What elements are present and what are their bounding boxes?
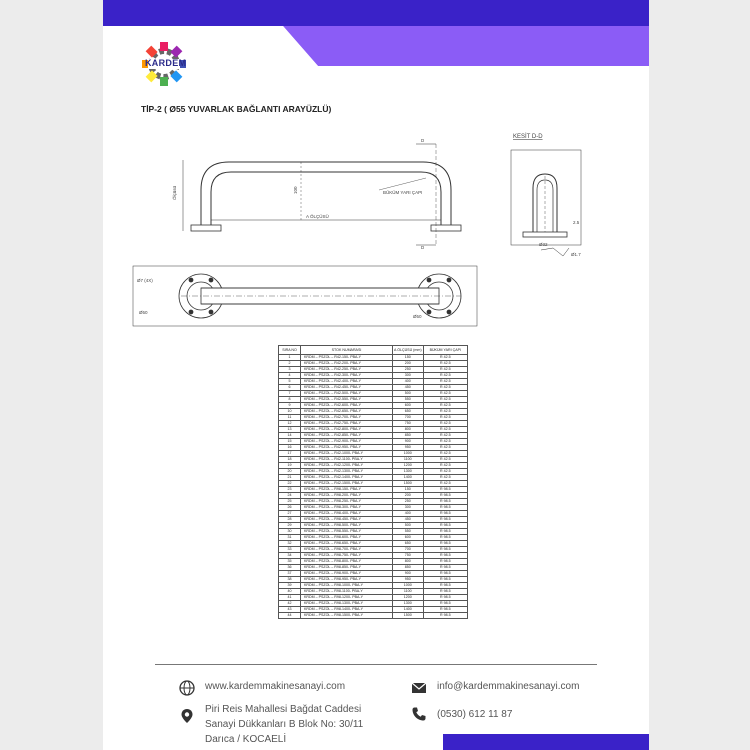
cell-no: 30 bbox=[279, 529, 301, 535]
cell-no: 41 bbox=[279, 595, 301, 601]
stock-table-container bbox=[278, 345, 468, 619]
cell-a-dimension: 1500 bbox=[393, 481, 424, 487]
cell-no: 15 bbox=[279, 439, 301, 445]
cell-stock-number: KRDM – PSZOL – R42-200- PBA-Y bbox=[301, 361, 393, 367]
stock-table bbox=[278, 345, 468, 619]
cell-bend-radius: R 98.5 bbox=[423, 523, 467, 529]
cell-a-dimension: 1400 bbox=[393, 475, 424, 481]
section-mark-top: D bbox=[421, 138, 425, 143]
cell-a-dimension: 550 bbox=[393, 397, 424, 403]
cell-stock-number: KRDM – PSZOL – R98-150- PBA-Y bbox=[301, 487, 393, 493]
header-band bbox=[103, 0, 649, 26]
cell-a-dimension: 900 bbox=[393, 571, 424, 577]
cell-stock-number: KRDM – PSZOL – R42-650- PBA-Y bbox=[301, 409, 393, 415]
cell-a-dimension: 450 bbox=[393, 385, 424, 391]
cell-bend-radius: R 98.5 bbox=[423, 583, 467, 589]
cell-stock-number: KRDM – PSZOL – R98-400- PBA-Y bbox=[301, 511, 393, 517]
cell-a-dimension: 500 bbox=[393, 391, 424, 397]
cell-no: 26 bbox=[279, 505, 301, 511]
cell-a-dimension: 400 bbox=[393, 379, 424, 385]
cell-stock-number: KRDM – PSZOL – R98-1100- PBA-Y bbox=[301, 589, 393, 595]
globe-icon bbox=[179, 680, 195, 696]
cell-no: 5 bbox=[279, 379, 301, 385]
cell-no: 21 bbox=[279, 475, 301, 481]
cell-a-dimension: 1200 bbox=[393, 463, 424, 469]
datasheet-page bbox=[103, 0, 649, 750]
section-title: KESİT D-D bbox=[513, 134, 543, 140]
cell-no: 29 bbox=[279, 523, 301, 529]
cell-bend-radius: R 42.5 bbox=[423, 427, 467, 433]
cell-stock-number: KRDM – PSZOL – R42-1400- PBA-Y bbox=[301, 475, 393, 481]
cell-bend-radius: R 98.5 bbox=[423, 601, 467, 607]
cell-no: 22 bbox=[279, 481, 301, 487]
dim-weld: Ø1.7 bbox=[571, 252, 581, 257]
cell-a-dimension: 850 bbox=[393, 565, 424, 571]
cell-a-dimension: 1000 bbox=[393, 583, 424, 589]
cell-a-dimension: 800 bbox=[393, 427, 424, 433]
envelope-icon bbox=[411, 680, 427, 696]
address-line-1: Piri Reis Mahallesi Bağdat Caddesi bbox=[205, 704, 362, 715]
dim-flange-right: Ø50 bbox=[413, 314, 422, 319]
cell-stock-number: KRDM – PSZOL – R98-1300- PBA-Y bbox=[301, 601, 393, 607]
cell-stock-number: KRDM – PSZOL – R42-400- PBA-Y bbox=[301, 379, 393, 385]
cell-a-dimension: 950 bbox=[393, 577, 424, 583]
cell-stock-number: KRDM – PSZOL – R42-750- PBA-Y bbox=[301, 421, 393, 427]
cell-no: 44 bbox=[279, 613, 301, 619]
cell-stock-number: KRDM – PSZOL – R98-900- PBA-Y bbox=[301, 571, 393, 577]
cell-stock-number: KRDM – PSZOL – R42-550- PBA-Y bbox=[301, 397, 393, 403]
col-header-a: A ÖLÇÜSÜ (mm) bbox=[393, 346, 424, 355]
cell-stock-number: KRDM – PSZOL – R98-850- PBA-Y bbox=[301, 565, 393, 571]
cell-a-dimension: 150 bbox=[393, 487, 424, 493]
cell-bend-radius: R 42.5 bbox=[423, 481, 467, 487]
cell-bend-radius: R 42.5 bbox=[423, 397, 467, 403]
col-header-radius: BÜKÜM YARI ÇAPI bbox=[423, 346, 467, 355]
cell-stock-number: KRDM – PSZOL – R42-600- PBA-Y bbox=[301, 403, 393, 409]
cell-stock-number: KRDM – PSZOL – R98-300- PBA-Y bbox=[301, 505, 393, 511]
cell-no: 34 bbox=[279, 553, 301, 559]
cell-no: 12 bbox=[279, 421, 301, 427]
cell-a-dimension: 1100 bbox=[393, 589, 424, 595]
phone-icon bbox=[411, 706, 427, 722]
dim-flange: Ø50 bbox=[139, 310, 148, 315]
cell-a-dimension: 250 bbox=[393, 367, 424, 373]
cell-no: 13 bbox=[279, 427, 301, 433]
height-dimension-label: Ölçüsü bbox=[172, 185, 177, 200]
cell-stock-number: KRDM – PSZOL – R42-500- PBA-Y bbox=[301, 391, 393, 397]
dim-thickness: 2.5 bbox=[573, 220, 580, 225]
cell-a-dimension: 650 bbox=[393, 409, 424, 415]
cell-a-dimension: 600 bbox=[393, 535, 424, 541]
cell-a-dimension: 1300 bbox=[393, 601, 424, 607]
cell-a-dimension: 750 bbox=[393, 553, 424, 559]
cell-no: 14 bbox=[279, 433, 301, 439]
bend-radius-label: BÜKÜM YARI ÇAPI bbox=[383, 190, 423, 195]
cell-bend-radius: R 98.5 bbox=[423, 607, 467, 613]
cell-no: 11 bbox=[279, 415, 301, 421]
cell-a-dimension: 1300 bbox=[393, 469, 424, 475]
cell-stock-number: KRDM – PSZOL – R98-1500- PBA-Y bbox=[301, 613, 393, 619]
cell-bend-radius: R 98.5 bbox=[423, 487, 467, 493]
cell-a-dimension: 1000 bbox=[393, 451, 424, 457]
cell-bend-radius: R 98.5 bbox=[423, 517, 467, 523]
address-line-3: Darıca / KOCAELİ bbox=[205, 734, 287, 745]
cell-bend-radius: R 98.5 bbox=[423, 553, 467, 559]
cell-stock-number: KRDM – PSZOL – R98-800- PBA-Y bbox=[301, 559, 393, 565]
cell-a-dimension: 450 bbox=[393, 517, 424, 523]
cell-stock-number: KRDM – PSZOL – R98-500- PBA-Y bbox=[301, 523, 393, 529]
page-title: TİP-2 ( Ø55 YUVARLAK BAĞLANTI ARAYÜZLÜ) bbox=[141, 104, 332, 114]
cell-bend-radius: R 98.5 bbox=[423, 535, 467, 541]
cell-bend-radius: R 42.5 bbox=[423, 421, 467, 427]
cell-bend-radius: R 42.5 bbox=[423, 367, 467, 373]
cell-bend-radius: R 42.5 bbox=[423, 469, 467, 475]
cell-bend-radius: R 42.5 bbox=[423, 361, 467, 367]
cell-stock-number: KRDM – PSZOL – R42-950- PBA-Y bbox=[301, 445, 393, 451]
cell-no: 31 bbox=[279, 535, 301, 541]
cell-bend-radius: R 42.5 bbox=[423, 373, 467, 379]
cell-no: 36 bbox=[279, 565, 301, 571]
cell-no: 40 bbox=[279, 589, 301, 595]
cell-stock-number: KRDM – PSZOL – R42-1300- PBA-Y bbox=[301, 469, 393, 475]
email-link[interactable]: info@kardemmakinesanayi.com bbox=[437, 681, 580, 692]
cell-no: 27 bbox=[279, 511, 301, 517]
technical-drawing bbox=[121, 120, 641, 340]
cell-no: 8 bbox=[279, 397, 301, 403]
cell-bend-radius: R 98.5 bbox=[423, 613, 467, 619]
col-header-no: SIRA NO bbox=[279, 346, 301, 355]
cell-no: 23 bbox=[279, 487, 301, 493]
cell-stock-number: KRDM – PSZOL – R98-950- PBA-Y bbox=[301, 577, 393, 583]
cell-stock-number: KRDM – PSZOL – R98-1200- PBA-Y bbox=[301, 595, 393, 601]
cell-a-dimension: 700 bbox=[393, 547, 424, 553]
cell-no: 4 bbox=[279, 373, 301, 379]
cell-stock-number: KRDM – PSZOL – R42-300- PBA-Y bbox=[301, 373, 393, 379]
dim-holes: Ø7 (4X) bbox=[137, 278, 153, 283]
inner-height-label: 100 bbox=[293, 186, 298, 194]
cell-stock-number: KRDM – PSZOL – R98-250- PBA-Y bbox=[301, 499, 393, 505]
cell-stock-number: KRDM – PSZOL – R98-650- PBA-Y bbox=[301, 541, 393, 547]
cell-no: 33 bbox=[279, 547, 301, 553]
cell-no: 37 bbox=[279, 571, 301, 577]
cell-stock-number: KRDM – PSZOL – R42-1500- PBA-Y bbox=[301, 481, 393, 487]
cell-a-dimension: 550 bbox=[393, 529, 424, 535]
cell-a-dimension: 650 bbox=[393, 541, 424, 547]
cell-no: 20 bbox=[279, 469, 301, 475]
cell-bend-radius: R 42.5 bbox=[423, 409, 467, 415]
cell-bend-radius: R 98.5 bbox=[423, 493, 467, 499]
cell-stock-number: KRDM – PSZOL – R42-1000- PBA-Y bbox=[301, 451, 393, 457]
cell-no: 7 bbox=[279, 391, 301, 397]
cell-a-dimension: 400 bbox=[393, 511, 424, 517]
cell-stock-number: KRDM – PSZOL – R42-800- PBA-Y bbox=[301, 427, 393, 433]
cell-no: 18 bbox=[279, 457, 301, 463]
cell-stock-number: KRDM – PSZOL – R98-600- PBA-Y bbox=[301, 535, 393, 541]
cell-bend-radius: R 42.5 bbox=[423, 433, 467, 439]
cell-bend-radius: R 42.5 bbox=[423, 355, 467, 361]
table-row bbox=[279, 613, 468, 619]
cell-a-dimension: 750 bbox=[393, 421, 424, 427]
cell-bend-radius: R 42.5 bbox=[423, 379, 467, 385]
cell-no: 43 bbox=[279, 607, 301, 613]
cell-stock-number: KRDM – PSZOL – R42-700- PBA-Y bbox=[301, 415, 393, 421]
cell-no: 24 bbox=[279, 493, 301, 499]
website-link[interactable]: www.kardemmakinesanayi.com bbox=[205, 681, 346, 692]
cell-a-dimension: 1200 bbox=[393, 595, 424, 601]
cell-bend-radius: R 42.5 bbox=[423, 451, 467, 457]
cell-bend-radius: R 98.5 bbox=[423, 541, 467, 547]
footer-band bbox=[443, 734, 649, 750]
cell-bend-radius: R 98.5 bbox=[423, 595, 467, 601]
cell-no: 1 bbox=[279, 355, 301, 361]
col-header-stock: STOK NUMARASI bbox=[301, 346, 393, 355]
cell-bend-radius: R 98.5 bbox=[423, 571, 467, 577]
cell-bend-radius: R 98.5 bbox=[423, 505, 467, 511]
section-mark-bottom: D bbox=[421, 245, 425, 250]
cell-bend-radius: R 42.5 bbox=[423, 445, 467, 451]
cell-bend-radius: R 42.5 bbox=[423, 457, 467, 463]
cell-a-dimension: 1400 bbox=[393, 607, 424, 613]
cell-bend-radius: R 98.5 bbox=[423, 499, 467, 505]
cell-bend-radius: R 42.5 bbox=[423, 391, 467, 397]
phone-number[interactable]: (0530) 612 11 87 bbox=[437, 709, 513, 720]
cell-bend-radius: R 98.5 bbox=[423, 589, 467, 595]
cell-stock-number: KRDM – PSZOL – R42-1100- PBA-Y bbox=[301, 457, 393, 463]
cell-a-dimension: 150 bbox=[393, 355, 424, 361]
cell-no: 39 bbox=[279, 583, 301, 589]
cell-no: 32 bbox=[279, 541, 301, 547]
cell-bend-radius: R 42.5 bbox=[423, 415, 467, 421]
cell-bend-radius: R 98.5 bbox=[423, 559, 467, 565]
cell-a-dimension: 300 bbox=[393, 373, 424, 379]
footer-divider bbox=[155, 664, 597, 665]
cell-a-dimension: 1500 bbox=[393, 613, 424, 619]
cell-bend-radius: R 98.5 bbox=[423, 511, 467, 517]
cell-no: 16 bbox=[279, 445, 301, 451]
cell-a-dimension: 950 bbox=[393, 445, 424, 451]
cell-a-dimension: 800 bbox=[393, 559, 424, 565]
cell-no: 42 bbox=[279, 601, 301, 607]
cell-bend-radius: R 42.5 bbox=[423, 403, 467, 409]
cell-no: 17 bbox=[279, 451, 301, 457]
cell-stock-number: KRDM – PSZOL – R98-1000- PBA-Y bbox=[301, 583, 393, 589]
cell-bend-radius: R 42.5 bbox=[423, 463, 467, 469]
cell-a-dimension: 1100 bbox=[393, 457, 424, 463]
cell-stock-number: KRDM – PSZOL – R42-150- PBA-Y bbox=[301, 355, 393, 361]
cell-stock-number: KRDM – PSZOL – R42-1200- PBA-Y bbox=[301, 463, 393, 469]
cell-stock-number: KRDM – PSZOL – R98-200- PBA-Y bbox=[301, 493, 393, 499]
address-line-2: Sanayi Dükkanları B Blok No: 30/11 bbox=[205, 719, 364, 730]
cell-no: 25 bbox=[279, 499, 301, 505]
cell-stock-number: KRDM – PSZOL – R42-450- PBA-Y bbox=[301, 385, 393, 391]
table-header-row bbox=[279, 346, 468, 355]
cell-stock-number: KRDM – PSZOL – R98-750- PBA-Y bbox=[301, 553, 393, 559]
cell-a-dimension: 900 bbox=[393, 439, 424, 445]
cell-a-dimension: 700 bbox=[393, 415, 424, 421]
cell-a-dimension: 500 bbox=[393, 523, 424, 529]
cell-a-dimension: 200 bbox=[393, 493, 424, 499]
dim-tube: Ø32 bbox=[539, 242, 548, 247]
location-pin-icon bbox=[179, 708, 195, 724]
cell-no: 28 bbox=[279, 517, 301, 523]
cell-bend-radius: R 98.5 bbox=[423, 565, 467, 571]
cell-a-dimension: 200 bbox=[393, 361, 424, 367]
cell-stock-number: KRDM – PSZOL – R98-700- PBA-Y bbox=[301, 547, 393, 553]
logo-wordmark: KARDEM bbox=[145, 58, 187, 68]
cell-no: 3 bbox=[279, 367, 301, 373]
cell-bend-radius: R 42.5 bbox=[423, 439, 467, 445]
length-dimension-label: A ÖLÇÜSÜ bbox=[306, 214, 329, 219]
cell-stock-number: KRDM – PSZOL – R98-450- PBA-Y bbox=[301, 517, 393, 523]
cell-a-dimension: 850 bbox=[393, 433, 424, 439]
cell-bend-radius: R 98.5 bbox=[423, 529, 467, 535]
cell-bend-radius: R 98.5 bbox=[423, 577, 467, 583]
cell-bend-radius: R 42.5 bbox=[423, 475, 467, 481]
cell-no: 10 bbox=[279, 409, 301, 415]
cell-no: 6 bbox=[279, 385, 301, 391]
cell-bend-radius: R 98.5 bbox=[423, 547, 467, 553]
cell-no: 19 bbox=[279, 463, 301, 469]
cell-a-dimension: 600 bbox=[393, 403, 424, 409]
cell-a-dimension: 300 bbox=[393, 505, 424, 511]
cell-stock-number: KRDM – PSZOL – R42-250- PBA-Y bbox=[301, 367, 393, 373]
cell-stock-number: KRDM – PSZOL – R42-850- PBA-Y bbox=[301, 433, 393, 439]
cell-stock-number: KRDM – PSZOL – R98-1400- PBA-Y bbox=[301, 607, 393, 613]
cell-no: 9 bbox=[279, 403, 301, 409]
cell-stock-number: KRDM – PSZOL – R98-550- PBA-Y bbox=[301, 529, 393, 535]
cell-no: 38 bbox=[279, 577, 301, 583]
cell-stock-number: KRDM – PSZOL – R42-900- PBA-Y bbox=[301, 439, 393, 445]
cell-no: 2 bbox=[279, 361, 301, 367]
cell-no: 35 bbox=[279, 559, 301, 565]
cell-a-dimension: 250 bbox=[393, 499, 424, 505]
cell-bend-radius: R 42.5 bbox=[423, 385, 467, 391]
